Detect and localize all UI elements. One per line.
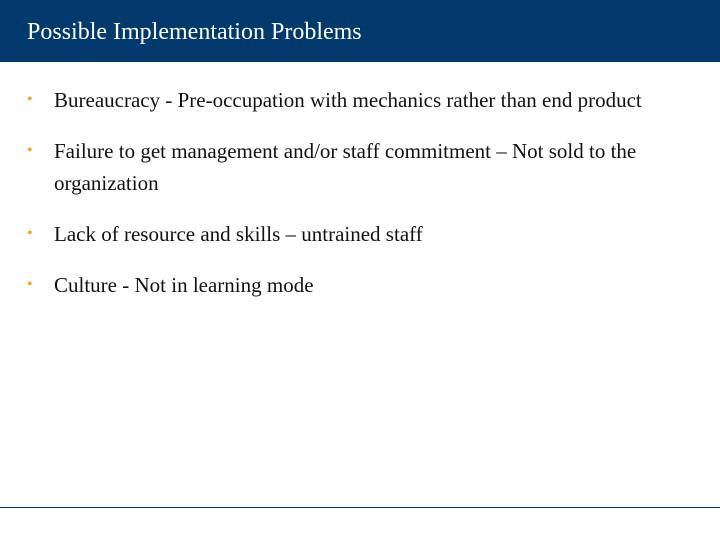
bottom-divider	[0, 507, 720, 508]
bullet-dot-icon: •	[27, 225, 33, 242]
bullet-item	[24, 269, 704, 301]
bullet-item	[24, 84, 704, 116]
slide-title: Possible Implementation Problems	[27, 19, 362, 45]
bullet-item	[24, 218, 704, 250]
bullet-item	[24, 135, 704, 199]
bullet-dot-icon: •	[27, 142, 33, 159]
bullet-text: Bureaucracy - Pre-occupation with mechanics rather than end product	[54, 88, 642, 112]
bullet-text: Culture - Not in learning mode	[54, 273, 314, 297]
bullet-text: Failure to get management and/or staff commitment – Not sold to the organization	[54, 139, 637, 195]
bullet-list	[24, 84, 704, 320]
title-bar	[0, 0, 720, 62]
bullet-dot-icon: •	[27, 91, 33, 108]
bullet-text: Lack of resource and skills – untrained staff	[54, 222, 423, 246]
bullet-dot-icon: •	[27, 276, 33, 293]
